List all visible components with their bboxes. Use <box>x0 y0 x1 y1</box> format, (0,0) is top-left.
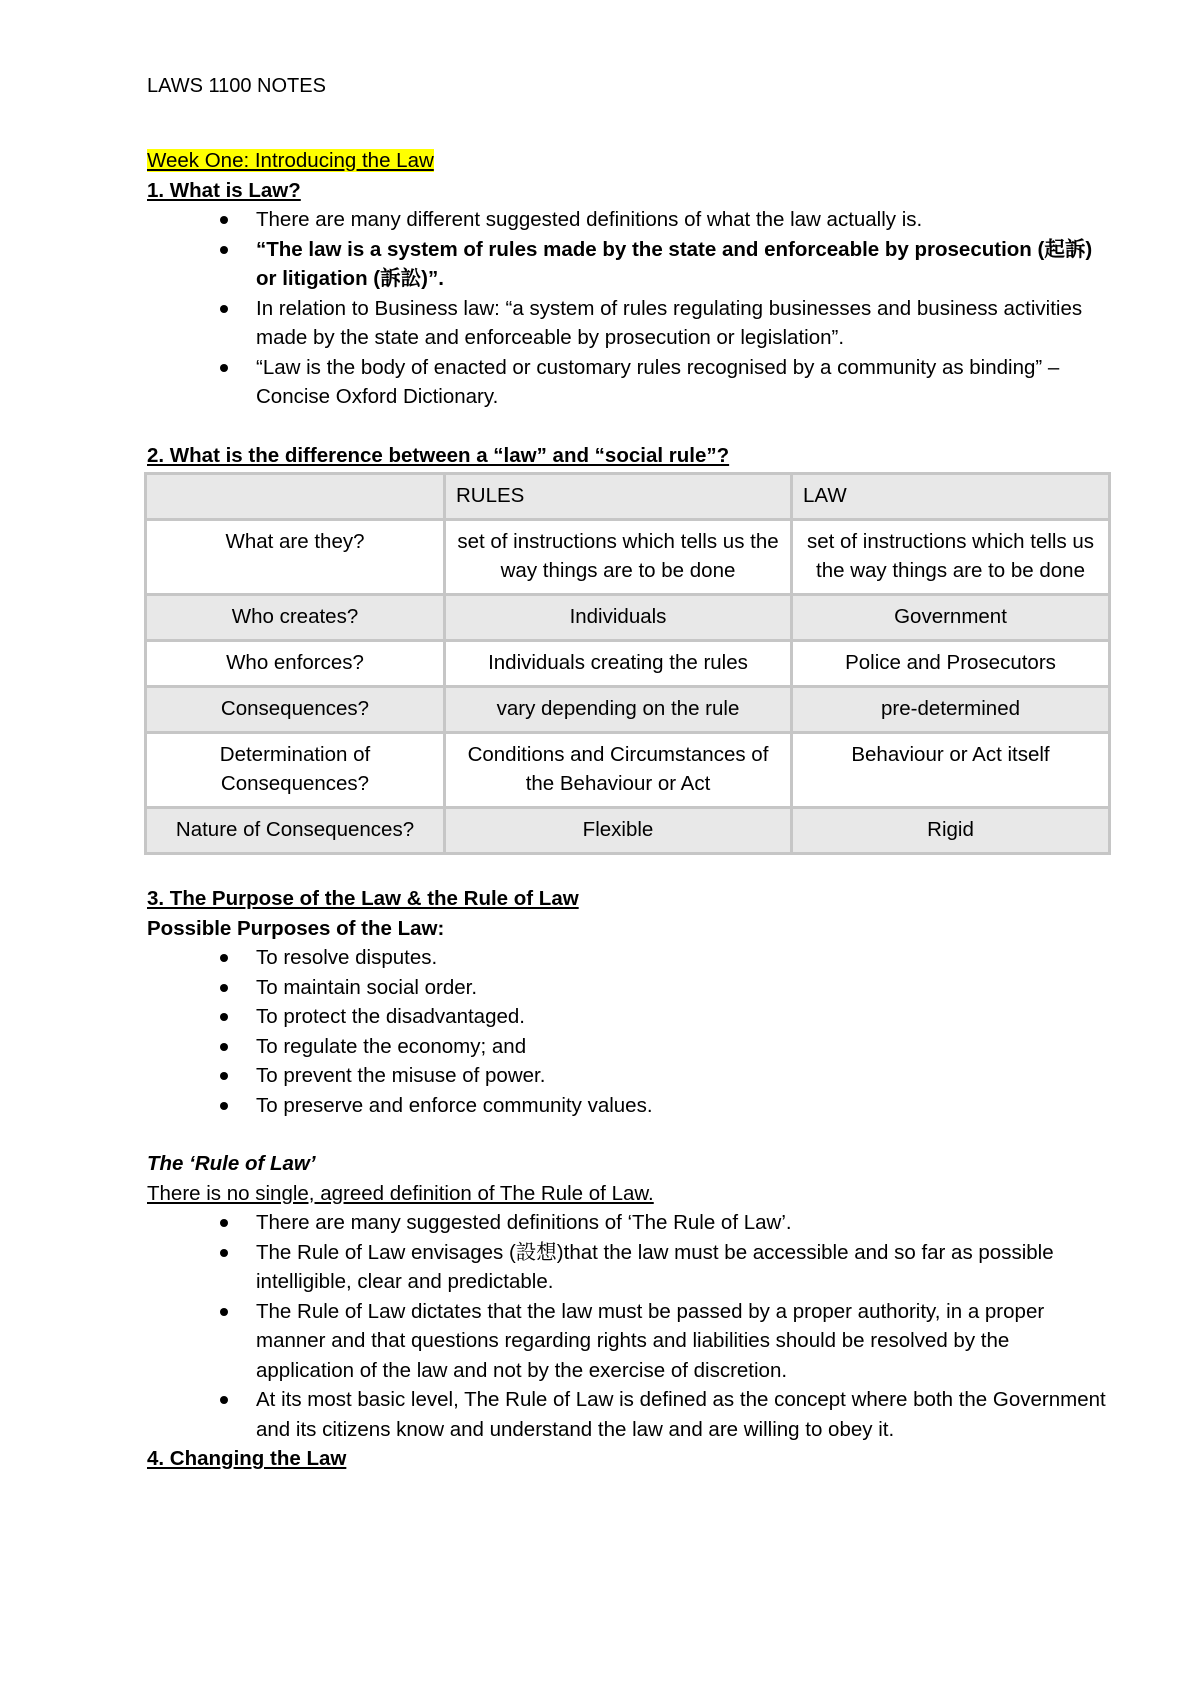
list-item: “The law is a system of rules made by the state and enforceable by prosecution (起訴) or litigation (訴訟)”. <box>147 235 1107 294</box>
table-cell: What are they? <box>146 520 445 595</box>
table-cell: Behaviour or Act itself <box>792 733 1110 808</box>
table-cell: Flexible <box>445 808 792 854</box>
list-item: “Law is the body of enacted or customary rules recognised by a community as binding” – Concise Oxford Dictionary. <box>147 353 1107 412</box>
table-row <box>146 733 1110 808</box>
section-3-heading: 3. The Purpose of the Law & the Rule of Law <box>147 887 579 910</box>
list-item: To regulate the economy; and <box>147 1032 1107 1062</box>
section-3-subheading: Possible Purposes of the Law: <box>147 916 445 940</box>
table-cell: Individuals <box>445 595 792 641</box>
section-3-bullets <box>147 943 1107 1120</box>
list-item: The Rule of Law envisages (設想)that the law must be accessible and so far as possible intelligible, clear and predictable. <box>147 1238 1107 1297</box>
section-2-heading: 2. What is the difference between a “law” and “social rule”? <box>147 443 730 467</box>
table-cell: Conditions and Circumstances of the Behaviour or Act <box>445 733 792 808</box>
table-cell: pre-determined <box>792 687 1110 733</box>
table-cell: vary depending on the rule <box>445 687 792 733</box>
list-item: The Rule of Law dictates that the law must be passed by a proper authority, in a proper manner and that questions regarding rights and liabilities should be resolved by the application of the law and not by the exercise of discretion. <box>147 1297 1107 1386</box>
table-row <box>146 520 1110 595</box>
table-header-cell: LAW <box>792 474 1110 520</box>
table-cell: set of instructions which tells us the way things are to be done <box>792 520 1110 595</box>
list-item: To preserve and enforce community values. <box>147 1091 1107 1121</box>
table-cell: Government <box>792 595 1110 641</box>
table-cell: Nature of Consequences? <box>146 808 445 854</box>
page-header: LAWS 1100 NOTES <box>147 75 326 97</box>
table-header-cell: RULES <box>445 474 792 520</box>
list-item: To prevent the misuse of power. <box>147 1061 1107 1091</box>
table-row <box>146 808 1110 854</box>
rule-of-law-bullets <box>147 1208 1107 1444</box>
comparison-table <box>144 472 1111 855</box>
table-row <box>146 687 1110 733</box>
list-item: There are many different suggested definitions of what the law actually is. <box>147 205 1107 235</box>
table-header-cell <box>146 474 445 520</box>
list-item: To maintain social order. <box>147 973 1107 1003</box>
section-4-heading: 4. Changing the Law <box>147 1447 347 1470</box>
rule-of-law-title: The ‘Rule of Law’ <box>147 1152 316 1175</box>
table-cell: Consequences? <box>146 687 445 733</box>
table-row <box>146 641 1110 687</box>
rule-of-law-subtitle: There is no single, agreed definition of The Rule of Law. <box>147 1181 654 1205</box>
table-cell: set of instructions which tells us the way things are to be done <box>445 520 792 595</box>
table-cell: Police and Prosecutors <box>792 641 1110 687</box>
list-item: At its most basic level, The Rule of Law is defined as the concept where both the Government and its citizens know and understand the law and are willing to obey it. <box>147 1385 1107 1444</box>
table-cell: Who enforces? <box>146 641 445 687</box>
table-cell: Rigid <box>792 808 1110 854</box>
document-body <box>147 146 1107 1474</box>
list-item: To protect the disadvantaged. <box>147 1002 1107 1032</box>
section-1-bullets <box>147 205 1107 412</box>
list-item: In relation to Business law: “a system of rules regulating businesses and business activities made by the state and enforceable by prosecution or legislation”. <box>147 294 1107 353</box>
table-cell: Individuals creating the rules <box>445 641 792 687</box>
list-item: There are many suggested definitions of ‘The Rule of Law’. <box>147 1208 1107 1238</box>
list-item: To resolve disputes. <box>147 943 1107 973</box>
week-title: Week One: Introducing the Law <box>147 149 434 172</box>
table-row <box>146 595 1110 641</box>
table-cell: Who creates? <box>146 595 445 641</box>
table-header-row <box>146 474 1110 520</box>
table-cell: Determination of Consequences? <box>146 733 445 808</box>
section-1-heading: 1. What is Law? <box>147 178 301 202</box>
